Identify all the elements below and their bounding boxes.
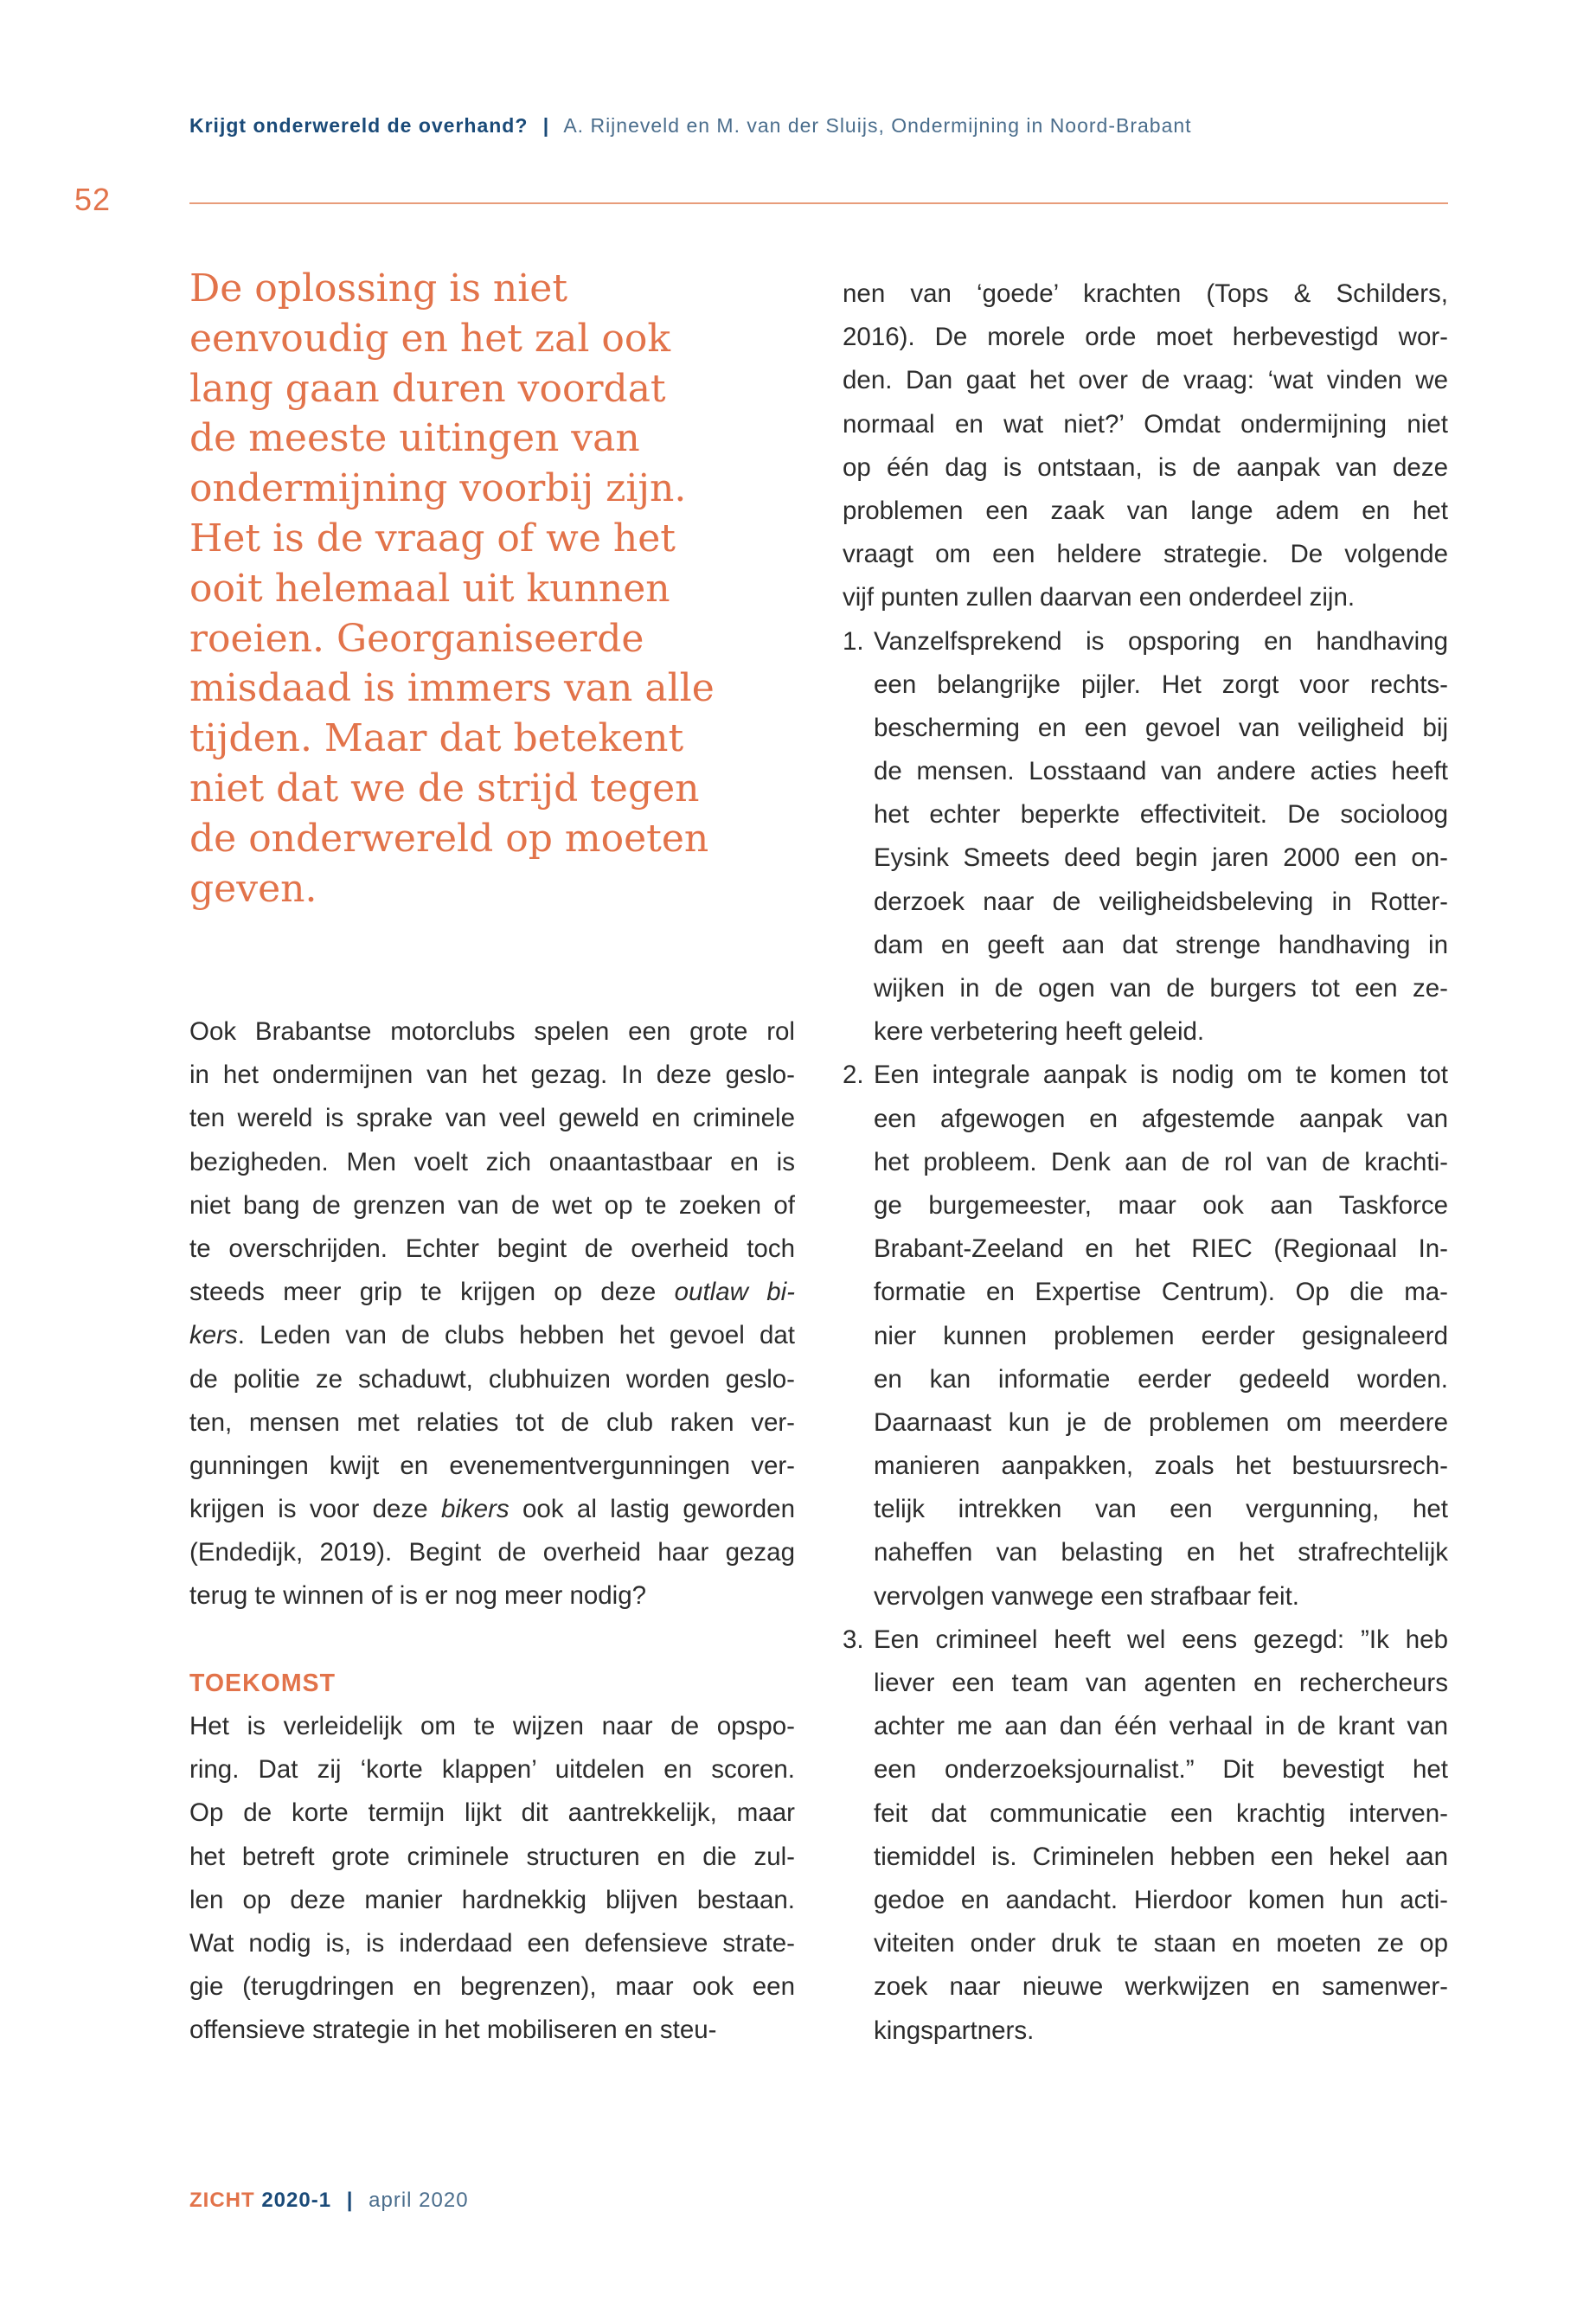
text-line: manieren aanpakken, zoals het bestuursrech-	[874, 1452, 1448, 1481]
running-header	[189, 114, 1452, 138]
text-line: (Endedijk, 2019). Begint de overheid haar gezag	[189, 1538, 795, 1567]
text-line: derzoek naar de veiligheidsbeleving in Rotter-	[874, 887, 1448, 916]
pull-quote-line: lang gaan duren voordat	[189, 366, 666, 411]
text-line: offensieve strategie in het mobiliseren en steu-	[189, 2016, 717, 2045]
text-line: kere verbetering heeft geleid.	[874, 1017, 1205, 1047]
text-line: len op deze manier hardnekkig blijven bestaan.	[189, 1885, 795, 1914]
text-line: gunningen kwijt en evenementvergunningen ver-	[189, 1451, 795, 1480]
text-line: op één dag is ontstaan, is de aanpak van deze	[843, 452, 1448, 482]
pull-quote-line: eenvoudig en het zal ook	[189, 316, 671, 361]
pull-quote-line: ondermijning voorbij zijn.	[189, 466, 687, 511]
footer-date: april 2020	[369, 2189, 469, 2212]
text-line: ten, mensen met relaties tot de club raken ver-	[189, 1407, 795, 1437]
pull-quote-line: Het is de vraag of we het	[189, 516, 676, 561]
header-title: Krijgt onderwereld de overhand?	[189, 114, 529, 137]
list-item	[843, 1618, 1448, 2053]
text-line: nier kunnen problemen eerder gesignaleerd	[874, 1321, 1448, 1350]
text-line: een afgewogen en afgestemde aanpak van	[874, 1104, 1448, 1133]
text-run: steeds meer grip te krijgen op deze	[189, 1278, 675, 1307]
pull-quote-line: niet dat we de strijd tegen	[189, 766, 700, 811]
section-heading: TOEKOMST	[189, 1669, 336, 1697]
numbered-list	[843, 620, 1448, 2053]
italic-term: outlaw bi-	[674, 1278, 795, 1307]
text-line	[189, 1271, 795, 1314]
header-separator: |	[542, 114, 550, 137]
text-line: in het ondermijnen van het gezag. In deze geslo-	[189, 1061, 795, 1090]
right-column	[843, 272, 1448, 2053]
text-line: ge burgemeester, maar ook aan Taskforce	[874, 1190, 1448, 1220]
text-line: ten wereld is sprake van veel geweld en criminele	[189, 1104, 795, 1133]
text-line: liever een team van agenten en rechercheurs	[874, 1669, 1448, 1697]
footer-separator: |	[346, 2189, 354, 2212]
pull-quote-line: De oplossing is niet	[189, 266, 568, 311]
italic-term: bikers	[440, 1495, 510, 1524]
text-line: het betreft grote criminele structuren en die zul-	[189, 1842, 795, 1871]
text-line: naheffen van belasting en het strafrechtelijk	[874, 1538, 1448, 1567]
text-line: Het is verleidelijk om te wijzen naar de opspo-	[189, 1712, 795, 1740]
italic-term: kers	[189, 1321, 238, 1350]
text-line: wijken in de ogen van de burgers tot een ze-	[874, 974, 1448, 1003]
text-line: een belangrijke pijler. Het zorgt voor rechts-	[874, 670, 1448, 699]
text-line: gedoe en aandacht. Hierdoor komen hun acti-	[874, 1885, 1448, 1914]
pull-quote-line: misdaad is immers van alle	[189, 666, 715, 711]
text-line: vervolgen vanwege een strafbaar feit.	[874, 1581, 1299, 1611]
text-line: Ook Brabantse motorclubs spelen een grote rol	[189, 1017, 795, 1046]
pull-quote-line: geven.	[189, 866, 317, 911]
text-line: gie (terugdringen en begrenzen), maar ook een	[189, 1972, 795, 2002]
paragraph-gap	[189, 1618, 795, 1662]
text-line: vijf punten zullen daarvan een onderdeel zijn.	[843, 583, 1356, 612]
list-number: 1.	[843, 626, 864, 656]
text-line: kingspartners.	[874, 2016, 1035, 2045]
text-line: niet bang de grenzen van de wet op te zoeken of	[189, 1190, 795, 1220]
list-item-body	[874, 1054, 1448, 1618]
page-number: 52	[74, 182, 112, 217]
text-run: krijgen is voor deze	[189, 1495, 441, 1524]
text-line: het echter beperkte effectiviteit. De socioloog	[874, 800, 1448, 830]
text-line: terug te winnen of is er nog meer nodig?	[189, 1581, 647, 1611]
text-line	[189, 1488, 795, 1531]
text-line: viteiten onder druk te staan en moeten ze op	[874, 1929, 1448, 1958]
pull-quote-line: roeien. Georganiseerde	[189, 616, 644, 661]
pull-quote-line: ooit helemaal uit kunnen	[189, 566, 670, 611]
list-item	[843, 1054, 1448, 1618]
footer-magazine: ZICHT	[189, 2189, 255, 2212]
list-item-body	[874, 620, 1448, 1054]
text-line: formatie en Expertise Centrum). Op die ma-	[874, 1278, 1448, 1307]
text-line: Wat nodig is, is inderdaad een defensieve strate-	[189, 1928, 795, 1958]
header-rule	[189, 202, 1448, 204]
text-line: te overschrijden. Echter begint de overheid toch	[189, 1234, 795, 1263]
text-line: Vanzelfsprekend is opsporing en handhaving	[874, 626, 1448, 656]
text-line	[189, 1314, 795, 1357]
left-column	[189, 1010, 795, 2053]
text-line: bezigheden. Men voelt zich onaantastbaar en is	[189, 1147, 795, 1176]
left-paragraph-2	[189, 1705, 795, 2053]
pull-quote-line: de meeste uitingen van	[189, 416, 640, 461]
text-line: bescherming en een gevoel van veiligheid bij	[874, 713, 1448, 742]
text-run: . Leden van de clubs hebben het gevoel dat	[237, 1321, 795, 1350]
text-line: en kan informatie eerder gedeeld worden.	[874, 1364, 1448, 1394]
text-line: tiemiddel is. Criminelen hebben een hekel aan	[874, 1842, 1448, 1871]
text-line: normaal en wat niet?’ Omdat ondermijning niet	[843, 409, 1448, 439]
text-line: de politie ze schaduwt, clubhuizen worden geslo-	[189, 1364, 795, 1394]
text-line: nen van ‘goede’ krachten (Tops & Schilders,	[843, 279, 1448, 308]
pull-quote	[189, 264, 795, 913]
text-line: het probleem. Denk aan de rol van de krachti-	[874, 1147, 1448, 1176]
text-line: een onderzoeksjournalist.” Dit bevestigt het	[874, 1755, 1448, 1785]
text-line: den. Dan gaat het over de vraag: ‘wat vinden we	[843, 366, 1448, 395]
text-line: de mensen. Losstaand van andere acties heeft	[874, 757, 1448, 786]
list-number: 2.	[843, 1061, 864, 1090]
header-authors: A. Rijneveld en M. van der Sluijs, Ondermijning in Noord-Brabant	[563, 114, 1192, 137]
text-line: Een integrale aanpak is nodig om te komen tot	[874, 1061, 1448, 1090]
page-footer	[189, 2189, 469, 2213]
text-line: dam en geeft aan dat strenge handhaving in	[874, 930, 1448, 959]
list-item-body	[874, 1618, 1448, 2053]
text-line: Een crimineel heeft wel eens gezegd: ”Ik heb	[874, 1625, 1448, 1654]
text-line: ring. Dat zij ‘korte klappen’ uitdelen en scoren.	[189, 1755, 795, 1785]
text-run: ook al lastig geworden	[509, 1495, 795, 1524]
text-line: problemen een zaak van lange adem en het	[843, 496, 1448, 525]
left-paragraph-1	[189, 1010, 795, 1618]
text-line: zoek naar nieuwe werkwijzen en samenwer-	[874, 1972, 1448, 2002]
footer-issue: 2020-1	[261, 2189, 332, 2212]
text-line: achter me aan dan één verhaal in de krant van	[874, 1712, 1448, 1741]
text-line: vraagt om een heldere strategie. De volgende	[843, 540, 1448, 569]
right-paragraph	[843, 272, 1448, 620]
list-number: 3.	[843, 1625, 864, 1654]
text-line: 2016). De morele orde moet herbevestigd wor-	[843, 323, 1448, 352]
text-line: telijk intrekken van een vergunning, het	[874, 1495, 1448, 1524]
pull-quote-line: de onderwereld op moeten	[189, 816, 709, 861]
text-line: Eysink Smeets deed begin jaren 2000 een on-	[874, 843, 1448, 873]
pull-quote-line: tijden. Maar dat betekent	[189, 716, 684, 761]
text-line: Brabant-Zeeland en het RIEC (Regionaal In-	[874, 1234, 1448, 1264]
list-item	[843, 620, 1448, 1054]
text-line: Daarnaast kun je de problemen om meerdere	[874, 1407, 1448, 1437]
text-line: feit dat communicatie een krachtig interven-	[874, 1798, 1448, 1828]
text-line: Op de korte termijn lijkt dit aantrekkelijk, maar	[189, 1798, 795, 1828]
